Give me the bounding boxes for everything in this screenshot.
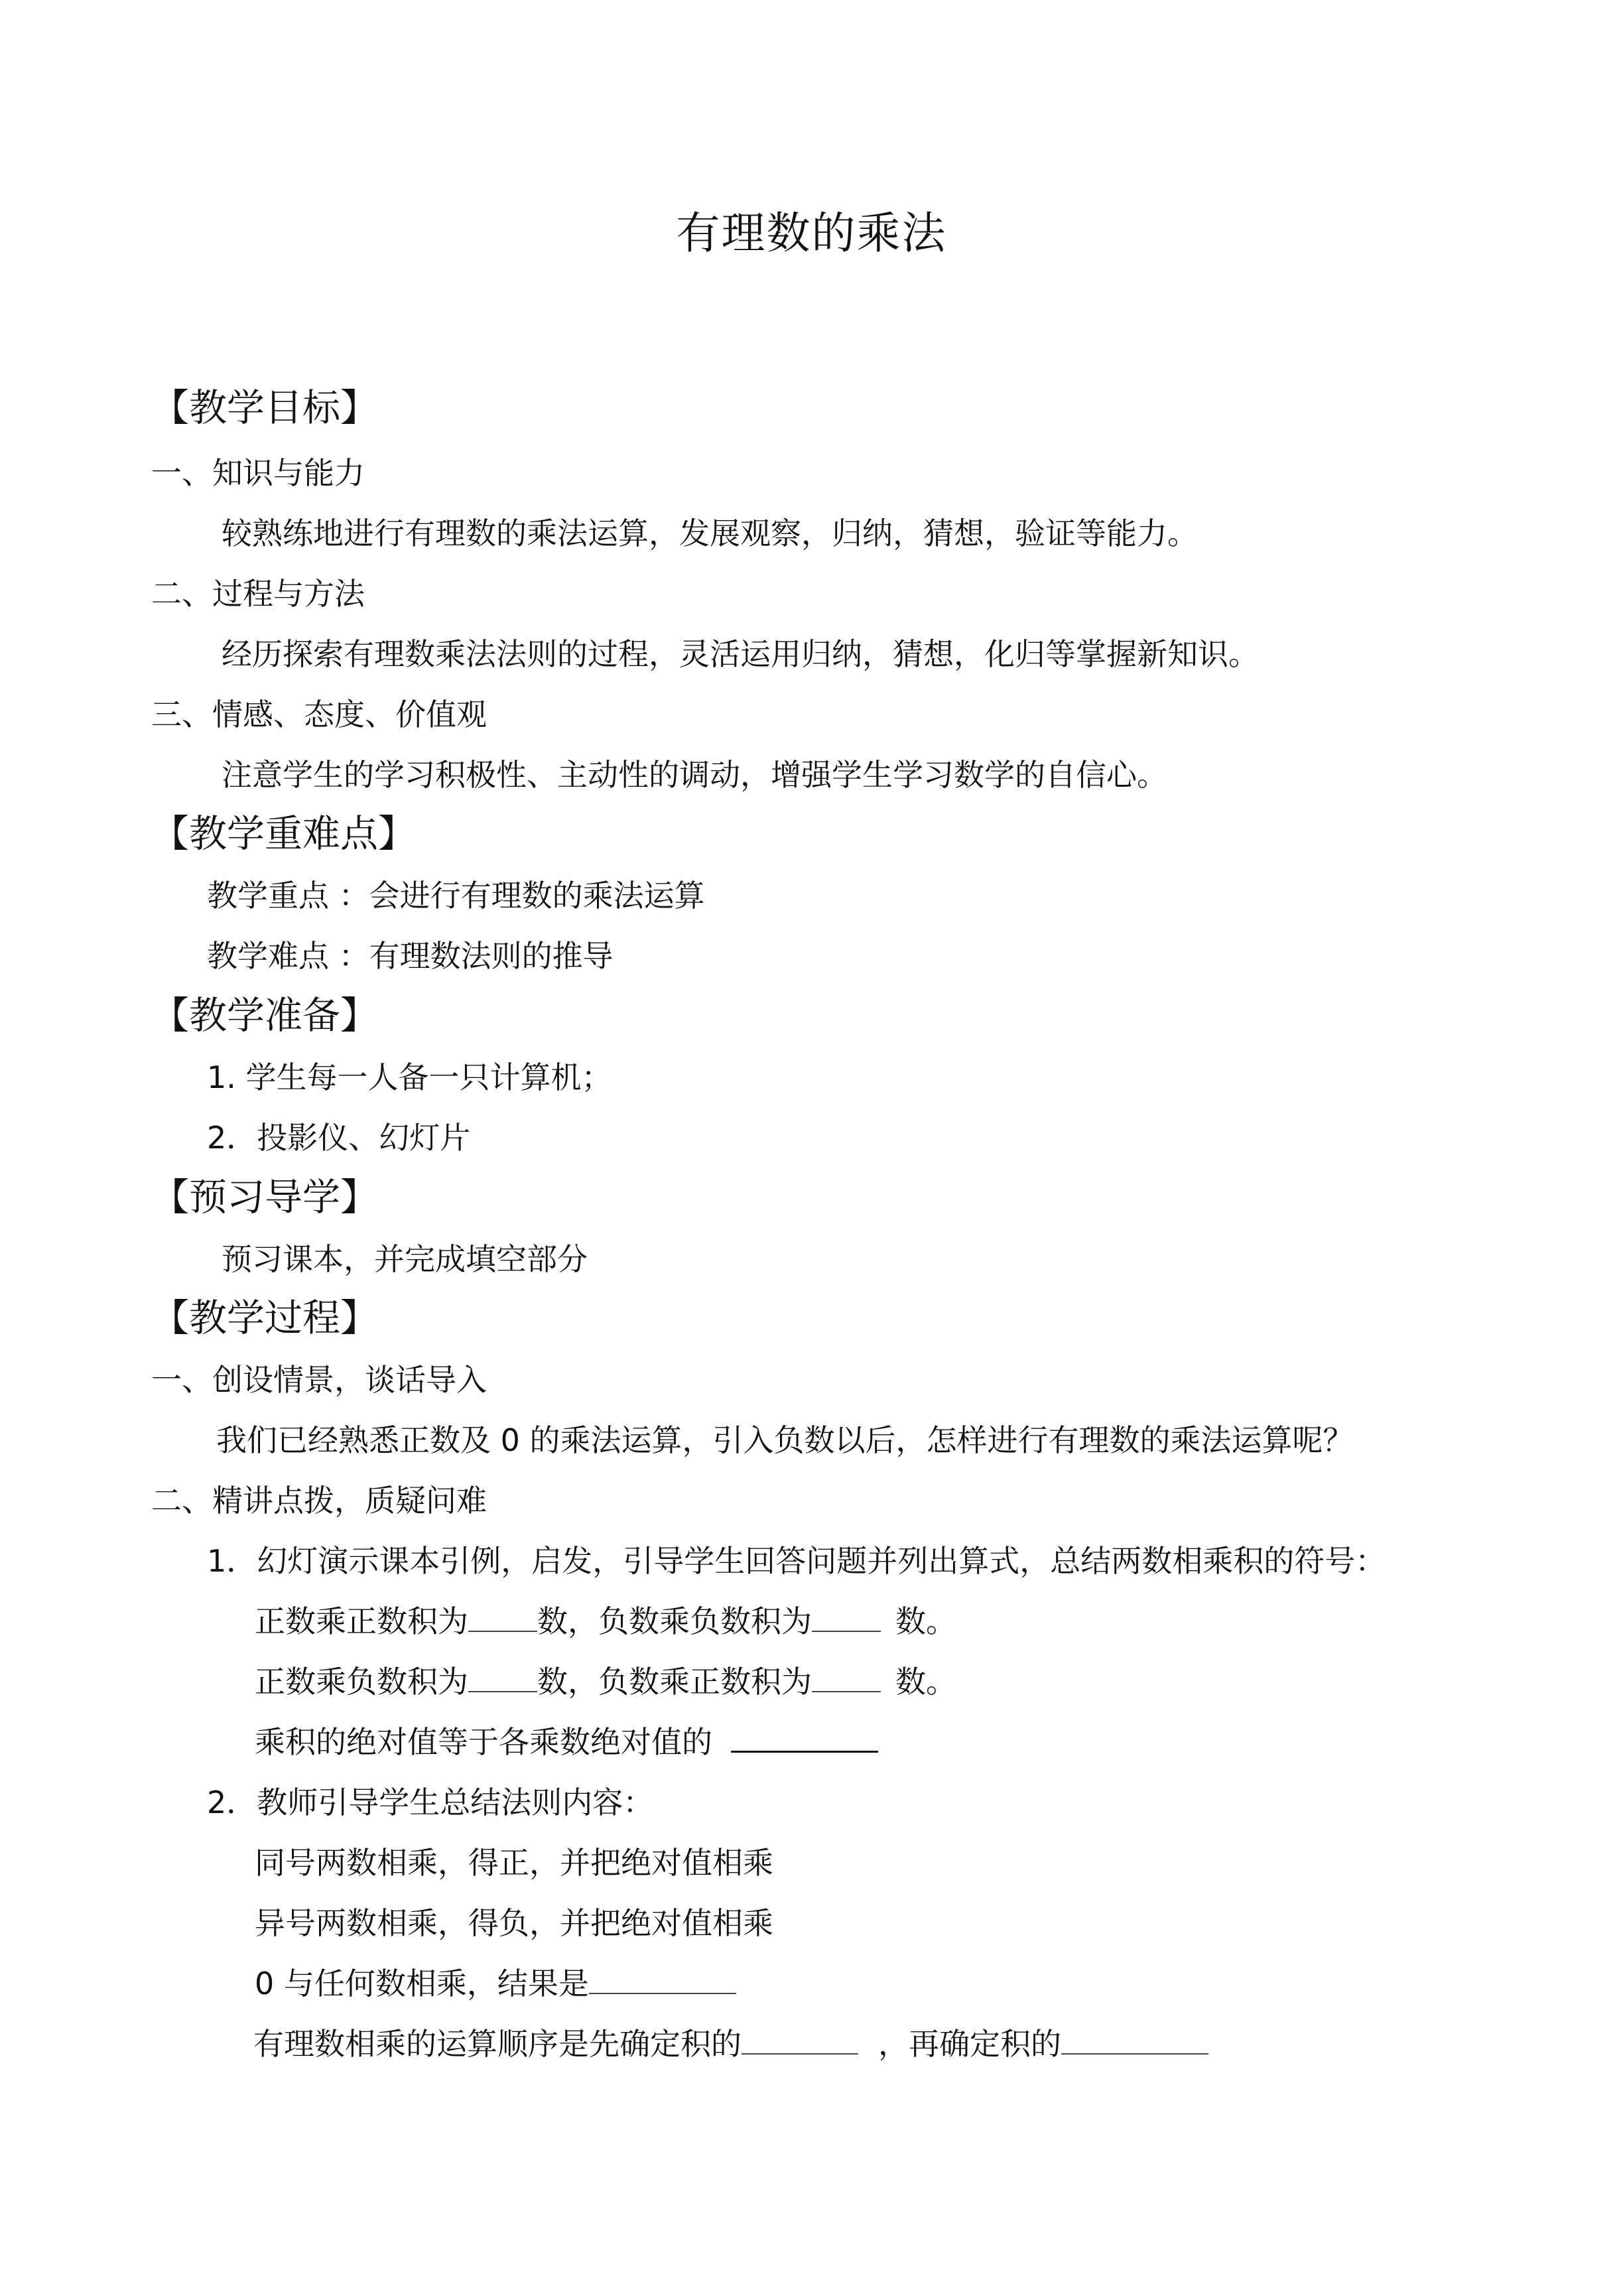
fill-line-positive-negative	[255, 1662, 956, 1702]
process-item-1: 1．幻灯演示课本引例，启发，引导学生回答问题并列出算式，总结两数相乘积的符号：	[207, 1543, 1386, 1579]
fill-text: 正数乘负数积为	[255, 1664, 468, 1700]
blank-field[interactable]	[1061, 2025, 1208, 2055]
section-heading-prep: 【教学准备】	[151, 994, 378, 1038]
keypoint-main: 教学重点 ：会进行有理数的乘法运算	[207, 878, 705, 913]
fill-text: 有理数相乘的运算顺序是先确定积的	[253, 2026, 742, 2062]
process-subtitle-explain: 二、精讲点拨，质疑问难	[151, 1483, 487, 1519]
fill-text: 数。	[895, 1664, 956, 1700]
fill-line-zero	[255, 1964, 736, 2003]
section-heading-process: 【教学过程】	[151, 1296, 378, 1340]
blank-field[interactable]	[468, 1663, 537, 1692]
fill-line-order	[253, 2024, 1208, 2064]
prep-item-2: 2．投影仪、幻灯片	[207, 1120, 471, 1156]
preview-text: 预习课本，并完成填空部分	[222, 1241, 588, 1277]
rule-same-sign: 同号两数相乘，得正，并把绝对值相乘	[255, 1845, 773, 1881]
process-subtitle-intro: 一、创设情景，谈话导入	[151, 1362, 487, 1398]
section-heading-goals: 【教学目标】	[151, 386, 378, 430]
fill-text: 0 与任何数相乘，结果是	[255, 1966, 589, 2001]
fill-line-positive-positive	[255, 1601, 956, 1641]
fill-text: 数。	[895, 1603, 956, 1639]
keypoint-difficult: 教学难点 ：有理数法则的推导	[207, 938, 614, 974]
section-heading-keypoints: 【教学重难点】	[151, 812, 416, 856]
goals-text-emotion: 注意学生的学习积极性、主动性的调动，增强学生学习数学的自信心。	[222, 757, 1167, 793]
process-item-2: 2．教师引导学生总结法则内容：	[207, 1785, 654, 1820]
fill-text: 数，负数乘负数积为	[537, 1603, 812, 1639]
fill-text: 乘积的绝对值等于各乘数绝对值的	[255, 1724, 712, 1760]
goals-subtitle-emotion: 三、情感、态度、价值观	[151, 697, 487, 732]
blank-field[interactable]	[812, 1663, 881, 1692]
section-heading-preview: 【预习导学】	[151, 1176, 378, 1219]
fill-text: 正数乘正数积为	[255, 1603, 468, 1639]
rule-different-sign: 异号两数相乘，得负，并把绝对值相乘	[255, 1905, 773, 1941]
fill-line-absolute-value	[255, 1722, 878, 1762]
fill-text: ，再确定积的	[878, 2026, 1061, 2062]
blank-field[interactable]	[589, 1965, 736, 1994]
goals-subtitle-process: 二、过程与方法	[151, 576, 365, 612]
blank-field[interactable]	[468, 1603, 537, 1632]
page-title: 有理数的乘法	[676, 208, 947, 259]
fill-text: 数，负数乘正数积为	[537, 1664, 812, 1700]
blank-field[interactable]	[731, 1731, 878, 1753]
blank-field[interactable]	[812, 1603, 881, 1632]
blank-field[interactable]	[742, 2025, 858, 2055]
goals-text-process: 经历探索有理数乘法法则的过程，灵活运用归纳，猜想，化归等掌握新知识。	[222, 636, 1259, 672]
goals-text-knowledge: 较熟练地进行有理数的乘法运算，发展观察，归纳，猜想，验证等能力。	[222, 515, 1198, 551]
process-text-intro: 我们已经熟悉正数及 0 的乘法运算，引入负数以后，怎样进行有理数的乘法运算呢？	[216, 1422, 1354, 1458]
prep-item-1: 1. 学生每一人备一只计算机；	[207, 1059, 612, 1095]
goals-subtitle-knowledge: 一、知识与能力	[151, 455, 365, 491]
